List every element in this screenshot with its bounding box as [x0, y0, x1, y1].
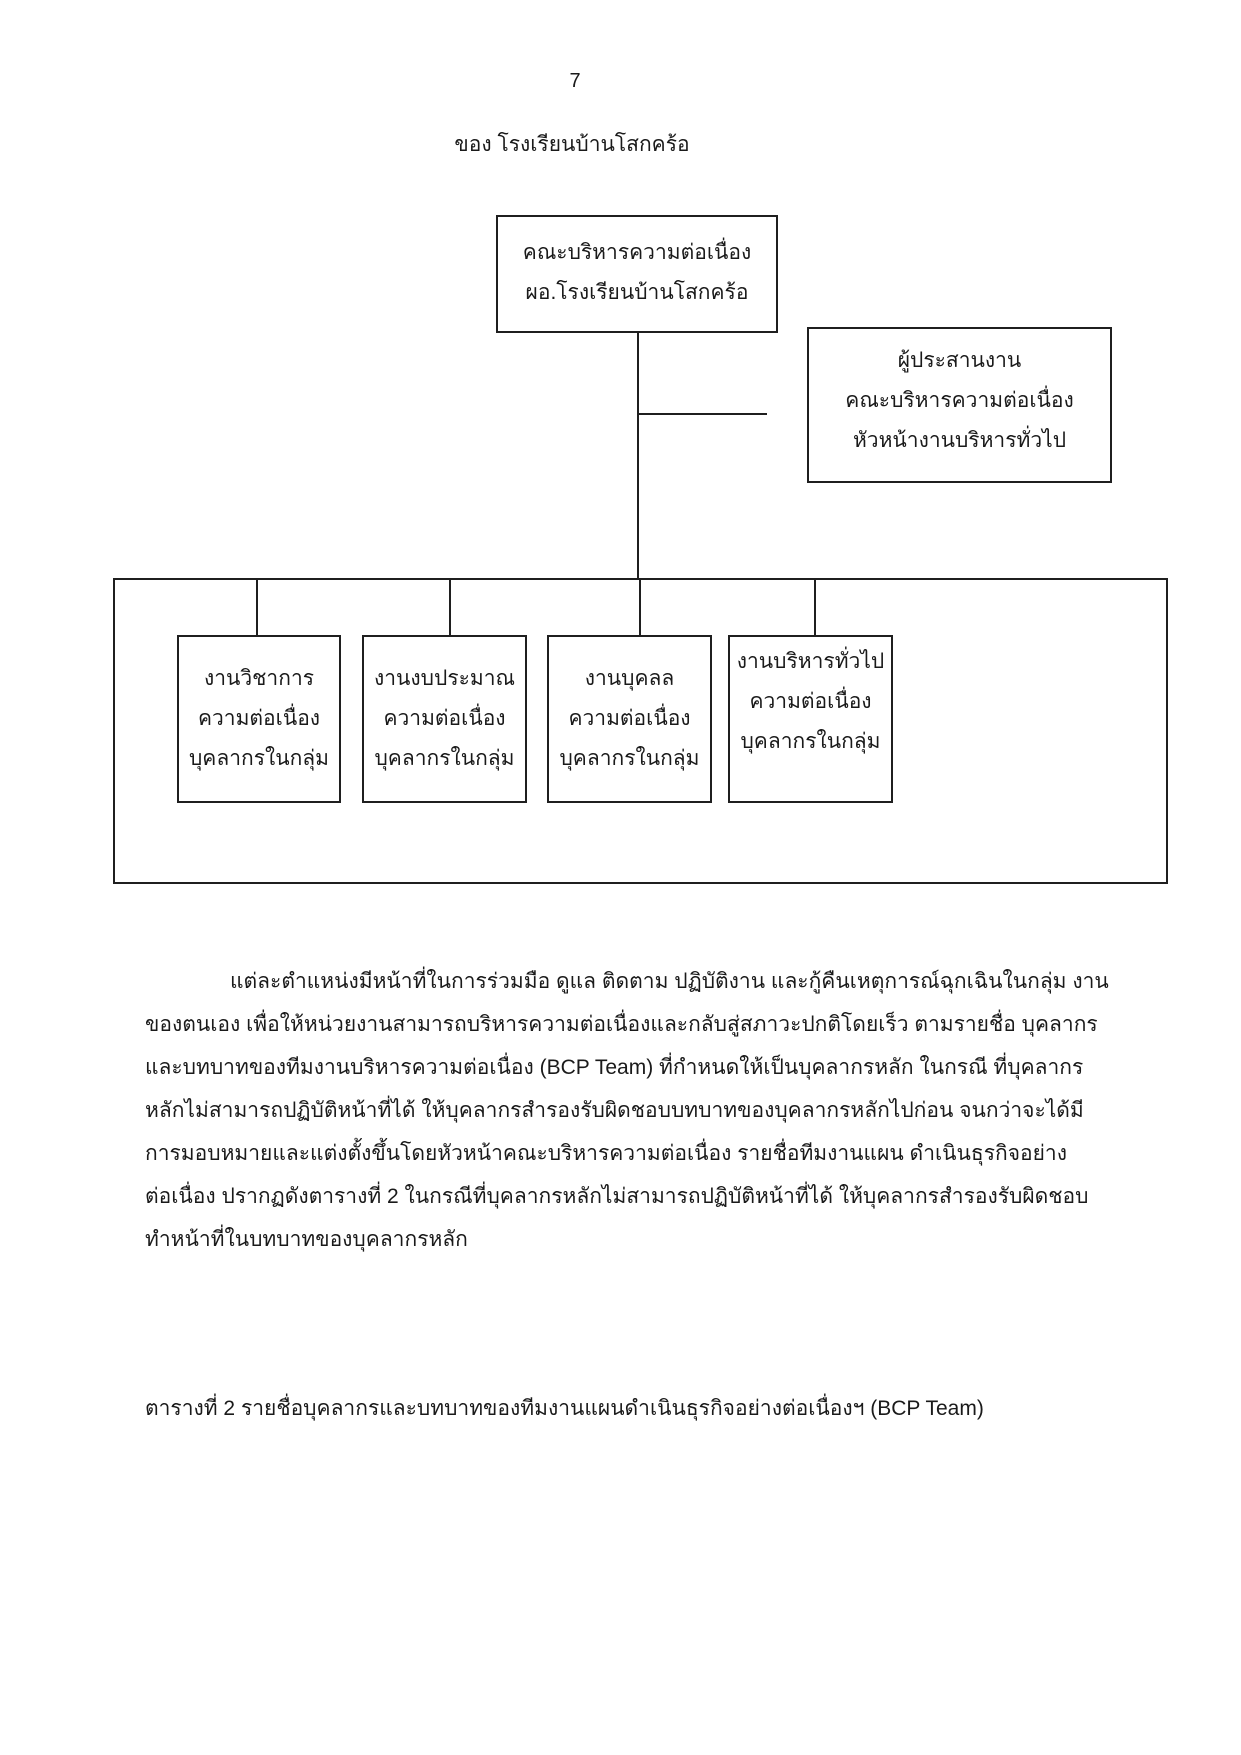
page-title: ของ โรงเรียนบ้านโสกคร้อ	[454, 133, 690, 156]
paragraph-line: ทำหน้าที่ในบทบาทของบุคลากรหลัก	[145, 1228, 468, 1251]
org-child-box-budget	[362, 635, 527, 803]
paragraph-line: และบทบาทของทีมงานบริหารความต่อเนื่อง (BCP Team) ที่กำหนดให้เป็นบุคลากรหลัก ในกรณี ที่บุคลากร	[145, 1056, 1084, 1079]
paragraph-line: การมอบหมายและแต่งตั้งขึ้นโดยหัวหน้าคณะบริหารความต่อเนื่อง รายชื่อทีมงานแผน ดำเนินธุรกิจอย่าง	[145, 1142, 1067, 1165]
org-child-line: งานบริหารทั่วไป	[736, 650, 885, 673]
org-child-line: บุคลากรในกลุ่ม	[374, 747, 515, 770]
paragraph-line: แต่ละตำแหน่งมีหน้าที่ในการร่วมมือ ดูแล ติดตาม ปฏิบัติงาน และกู้คืนเหตุการณ์ฉุกเฉินในกลุ่ม งาน	[230, 970, 1109, 993]
drop-connector-line	[256, 579, 258, 636]
org-root-line: ผอ.โรงเรียนบ้านโสกคร้อ	[525, 281, 749, 304]
page-number: 7	[569, 70, 581, 92]
org-child-line: งานงบประมาณ	[374, 667, 515, 690]
org-child-line: บุคลากรในกลุ่ม	[740, 730, 881, 753]
coordinator-connector-line	[638, 413, 767, 415]
paragraph-line: หลักไม่สามารถปฏิบัติหน้าที่ได้ ให้บุคลากรสำรองรับผิดชอบบทบาทของบุคลากรหลักไปก่อน จนกว่าจะได้มี	[145, 1099, 1084, 1122]
org-coordinator-line: ผู้ประสานงาน	[897, 349, 1022, 372]
org-root-box	[496, 215, 778, 333]
org-coordinator-line: หัวหน้างานบริหารทั่วไป	[852, 429, 1067, 452]
drop-connector-line	[639, 579, 641, 636]
table-caption: ตารางที่ 2 รายชื่อบุคลากรและบทบาทของทีมงานแผนดำเนินธุรกิจอย่างต่อเนื่องฯ (BCP Team)	[145, 1397, 984, 1420]
org-child-line: งานวิชาการ	[203, 667, 315, 690]
org-child-line: ความต่อเนื่อง	[197, 707, 321, 730]
org-child-line: งานบุคลล	[584, 667, 675, 690]
org-coordinator-line: คณะบริหารความต่อเนื่อง	[845, 389, 1074, 412]
org-child-line: บุคลากรในกลุ่ม	[188, 747, 330, 770]
org-root-line: คณะบริหารความต่อเนื่อง	[522, 241, 752, 264]
org-child-line: ความต่อเนื่อง	[383, 707, 506, 730]
org-child-line: บุคลากรในกลุ่ม	[559, 747, 700, 770]
org-child-box-academic	[177, 635, 341, 803]
body-paragraph	[145, 960, 1109, 1261]
org-child-line: ความต่อเนื่อง	[749, 690, 872, 713]
org-child-box-personnel	[547, 635, 712, 803]
paragraph-line: ของตนเอง เพื่อให้หน่วยงานสามารถบริหารความต่อเนื่องและกลับสู่สภาวะปกติโดยเร็ว ตามรายชื่อ บุคลากร	[145, 1013, 1098, 1036]
trunk-connector-line	[637, 333, 639, 580]
drop-connector-line	[449, 579, 451, 636]
drop-connector-line	[814, 579, 816, 636]
org-child-line: ความต่อเนื่อง	[568, 707, 691, 730]
org-child-box-general-admin	[728, 635, 893, 803]
paragraph-line: ต่อเนื่อง ปรากฏดังตารางที่ 2 ในกรณีที่บุคลากรหลักไม่สามารถปฏิบัติหน้าที่ได้ ให้บุคลากรสำรองรับผิดชอบ	[145, 1185, 1089, 1208]
org-coordinator-box	[807, 327, 1112, 483]
